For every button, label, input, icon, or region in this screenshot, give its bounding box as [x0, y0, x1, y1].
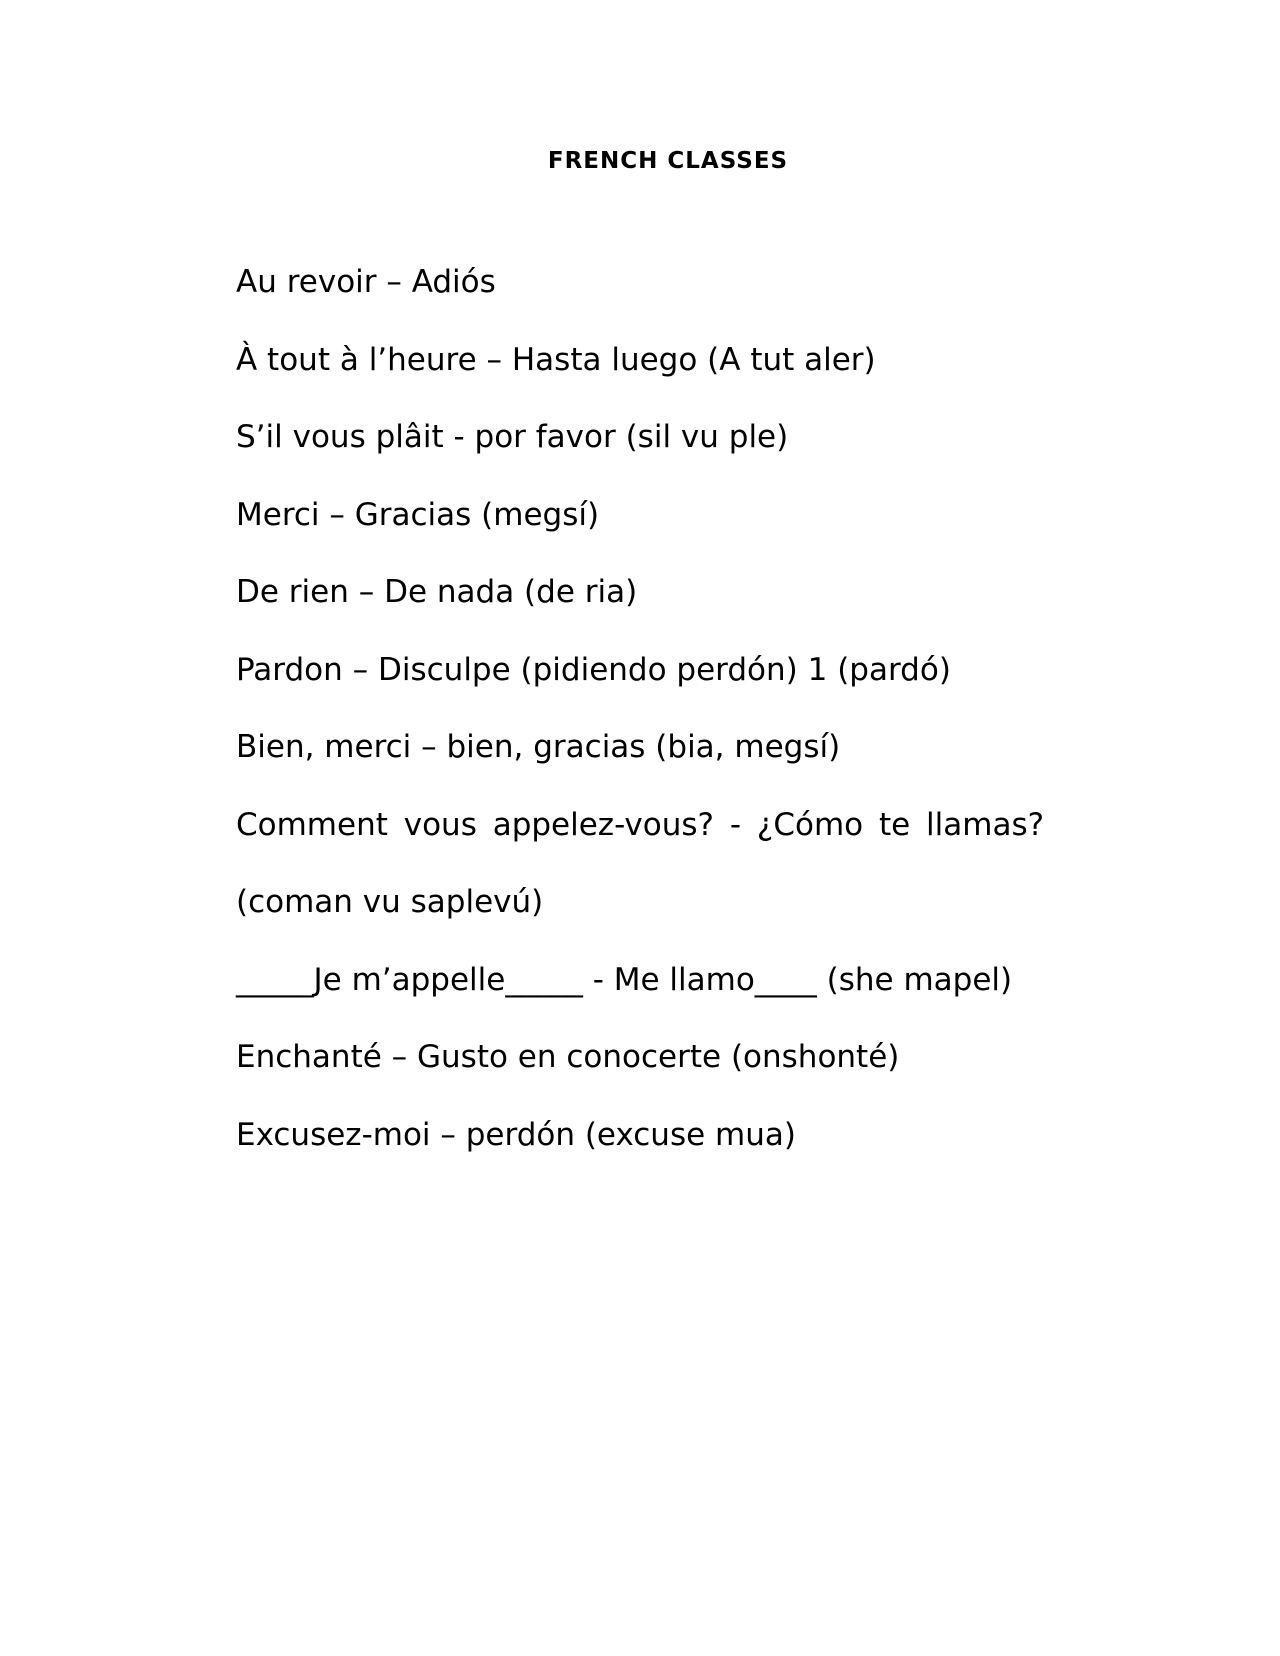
- phrase-line: Excusez-moi – perdón (excuse mua): [236, 1116, 796, 1153]
- phrase-line: Comment vous appelez-vous? - ¿Cómo te llamas?: [236, 806, 1045, 843]
- phrase-line: Enchanté – Gusto en conocerte (onshonté): [236, 1039, 900, 1075]
- phrase-line: _____Je m’appelle_____ - Me llamo____ (she mapel): [236, 961, 1013, 998]
- phrase-line-continuation: (coman vu saplevú): [236, 884, 544, 920]
- phrase-line: Merci – Gracias (megsí): [236, 496, 600, 533]
- phrase-line: S’il vous plâit - por favor (sil vu ple): [236, 419, 789, 455]
- phrase-line: Au revoir – Adiós: [236, 264, 496, 300]
- phrase-list: [236, 262, 1096, 1192]
- document-title: FRENCH CLASSES: [547, 148, 789, 174]
- phrase-line: Bien, merci – bien, gracias (bia, megsí): [236, 729, 841, 765]
- phrase-line: Pardon – Disculpe (pidiendo perdón) 1 (pardó): [236, 651, 951, 688]
- phrase-line: De rien – De nada (de ria): [236, 574, 638, 610]
- phrase-line: À tout à l’heure – Hasta luego (A tut aler): [236, 341, 876, 378]
